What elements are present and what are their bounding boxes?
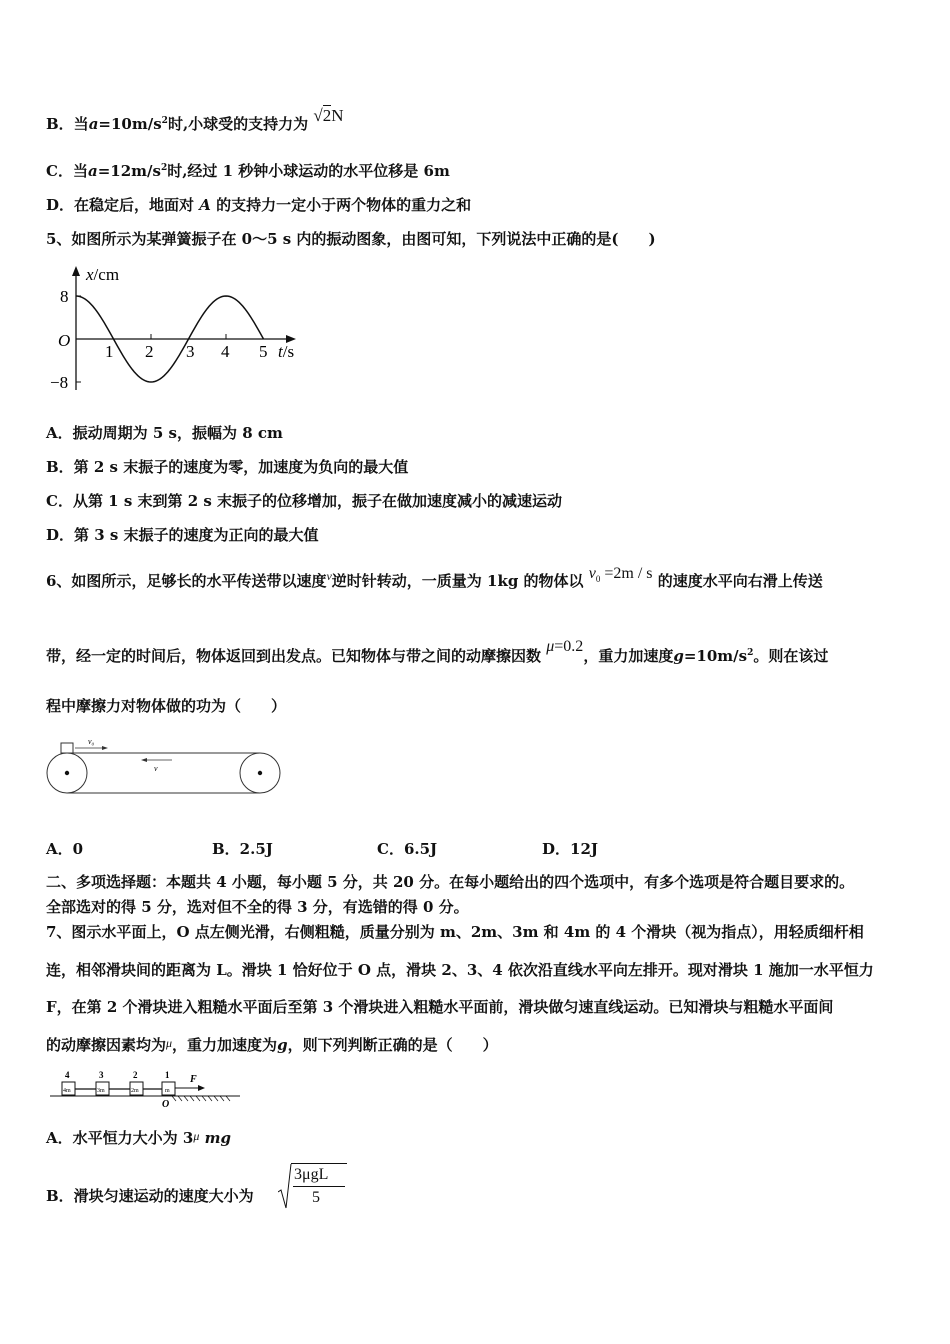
x-tick-label: 4 bbox=[221, 342, 230, 361]
v0-label: v₀ bbox=[88, 737, 95, 746]
slider-mass: 2m bbox=[131, 1088, 139, 1094]
q5-option-b: B．第 2 s 末振子的速度为零，加速度为负向的最大值 bbox=[46, 458, 409, 476]
slider-number: 4 bbox=[65, 1070, 70, 1080]
slider-mass: m bbox=[165, 1088, 170, 1094]
q4-option-d: D．在稳定后，地面对 A 的支持力一定小于两个物体的重力之和 bbox=[46, 196, 472, 214]
sqrt-fraction bbox=[278, 1162, 348, 1212]
q5-option-c: C．从第 1 s 末到第 2 s 末振子的位移增加，振子在做加速度减小的减速运动 bbox=[46, 492, 563, 510]
slider-mass: 3m bbox=[97, 1088, 105, 1094]
q6-option-c: C．6.5J bbox=[377, 840, 438, 858]
q6-line3: 程中摩擦力对物体做的功为（ ） bbox=[46, 697, 287, 715]
q7-option-b: B．滑块匀速运动的速度大小为 bbox=[46, 1187, 254, 1205]
q7-line3: F，在第 2 个滑块进入粗糙水平面后至第 3 个滑块进入粗糙水平面前，滑块做匀速直线运动。已知滑块与粗糙水平面间 bbox=[46, 998, 834, 1016]
origin-o-label: O bbox=[162, 1099, 170, 1108]
slider-number: 2 bbox=[133, 1070, 138, 1080]
slider-number: 1 bbox=[165, 1070, 170, 1080]
origin-label: O bbox=[58, 331, 71, 350]
slider-number: 3 bbox=[99, 1070, 104, 1080]
q4-option-c: C．当$a=12m/s^2$时,经过 1 秒钟小球运动的水平位移是 6m bbox=[46, 162, 450, 180]
q5-oscillation-graph bbox=[50, 258, 310, 398]
y-tick-label: 8 bbox=[60, 287, 69, 306]
section2-line1: 二、多项选择题：本题共 4 小题，每小题 5 分，共 20 分。在每小题给出的四个选项中，有多个选项是符合题目要求的。 bbox=[46, 873, 855, 891]
q6-option-a: A．0 bbox=[46, 840, 84, 858]
q7-option-a: A．水平恒力大小为 $3^\mu$ mg bbox=[46, 1129, 231, 1147]
y-axis-arrow bbox=[72, 266, 80, 276]
y-tick-label: −8 bbox=[50, 373, 69, 392]
q5-option-a: A．振动周期为 5 s，振幅为 8 cm bbox=[46, 424, 283, 442]
block bbox=[61, 743, 73, 753]
x-tick-label: 1 bbox=[105, 342, 114, 361]
fraction-denominator: 5 bbox=[312, 1189, 320, 1206]
section2-line2: 全部选对的得 5 分，选对但不全的得 3 分，有选错的得 0 分。 bbox=[46, 898, 469, 916]
q7-line2: 连，相邻滑块间的距离为 L。滑块 1 恰好位于 O 点，滑块 2、3、4 依次沿直线水平向左排开。现对滑块 1 施加一水平恒力 bbox=[46, 961, 874, 979]
q5-stem: 5、如图所示为某弹簧振子在 0～5 s 内的振动图象，由图可知，下列说法中正确的是( ) bbox=[46, 230, 656, 248]
svg-text:x/cm bbox=[85, 265, 119, 284]
sqrt-expression: √2N bbox=[313, 106, 344, 125]
q6-option-b: B．2.5J bbox=[212, 840, 273, 858]
x-tick-label: 3 bbox=[186, 342, 195, 361]
y-axis-label-var: x bbox=[86, 265, 94, 284]
v-label: v bbox=[154, 764, 158, 773]
q6-conveyor-figure bbox=[42, 734, 287, 798]
svg-text:t/s bbox=[278, 342, 294, 361]
q7-line4: 的动摩擦因素均为$^\mu$，重力加速度为g，则下列判断正确的是（ ） bbox=[46, 1036, 498, 1054]
q6-option-d: D．12J bbox=[542, 840, 598, 858]
q6-line1: 6、如图所示，足够长的水平传送带以速度$^v$逆时针转动，一质量为 1kg 的物体以 $v_0 =2m / s$ 的速度水平向右滑上传送 bbox=[46, 565, 823, 590]
x-axis-label-unit: /s bbox=[282, 342, 295, 361]
y-axis-label-unit: /cm bbox=[93, 265, 120, 284]
x-tick-label: 5 bbox=[259, 342, 268, 361]
q7-sliders-figure bbox=[50, 1068, 245, 1108]
slider-mass: 4m bbox=[63, 1088, 71, 1094]
x-tick-label: 2 bbox=[145, 342, 154, 361]
x-axis-label-var: t bbox=[278, 342, 283, 361]
force-label: F bbox=[190, 1074, 197, 1085]
q6-line2: 带，经一定的时间后，物体返回到出发点。已知物体与带之间的动摩擦因数 μ=0.2，重力加速度$g=10m/s^2$。则在该过 bbox=[46, 638, 829, 665]
fraction-numerator: 3μgL bbox=[294, 1166, 329, 1183]
q7-line1: 7、图示水平面上，O 点左侧光滑，右侧粗糙，质量分别为 m、2m、3m 和 4m 的 4 个滑块（视为指点），用轻质细杆相 bbox=[46, 923, 864, 941]
q4-option-b: B．当$a=10m/s^2$时,小球受的支持力为 √2N bbox=[46, 106, 344, 133]
q5-option-d: D．第 3 s 末振子的速度为正向的最大值 bbox=[46, 526, 319, 544]
